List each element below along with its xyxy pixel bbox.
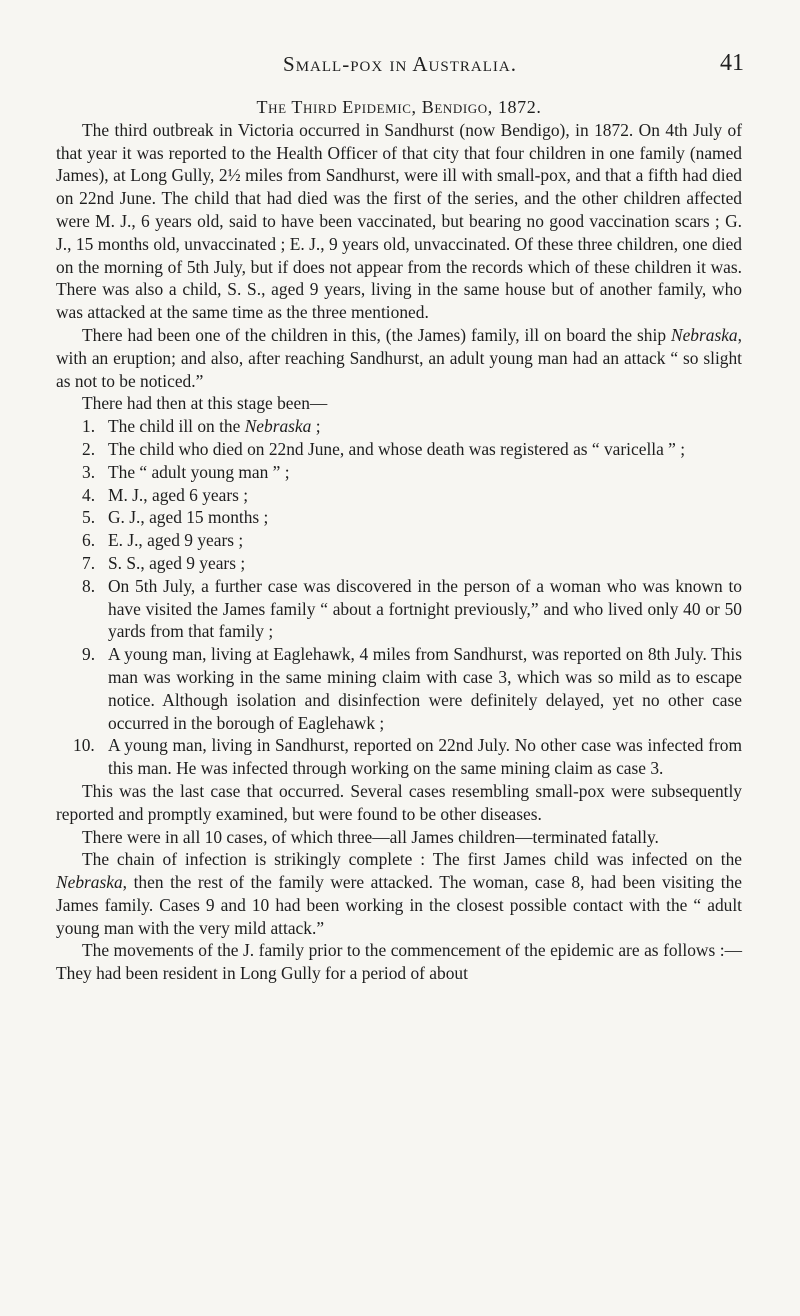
case-item	[56, 552, 742, 575]
paragraph-5: There were in all 10 cases, of which three—all James children—terminated fatally.	[82, 826, 659, 847]
page-number: 41	[720, 50, 744, 76]
ship-name: Nebraska	[56, 872, 123, 893]
case-text: On 5th July, a further case was discovered in the person of a woman who was known to have visited the James family “ about a fortnight previously,” and who lived only 40 or 50 yards from that family ;	[108, 575, 742, 642]
case-text: S. S., aged 9 years ;	[108, 552, 246, 573]
paragraph-2-text-a: There had been one of the children in this, (the James) family, ill on board the ship	[82, 324, 671, 345]
case-text-b: ;	[311, 416, 321, 437]
case-item	[56, 415, 742, 438]
case-text: A young man, living in Sandhurst, reported on 22nd July. No other case was infected from this man. He was infected through working on the same mining claim as case 3.	[108, 735, 742, 779]
case-number: 6.	[82, 530, 96, 551]
case-text: E. J., aged 9 years ;	[108, 530, 244, 551]
paragraph-2	[56, 324, 742, 392]
ship-name: Nebraska	[244, 416, 312, 437]
case-text: M. J., aged 6 years ;	[108, 484, 249, 505]
running-head	[56, 52, 744, 82]
case-list	[56, 415, 742, 780]
case-item	[56, 643, 742, 734]
case-text: A young man, living at Eaglehawk, 4 miles from Sandhurst, was reported on 8th July. This man was working in the same mining claim with case 3, which was so mild as to escape notice. Although isolation and disinfection were definitely delayed, yet no other case occurred in the borough of Eaglehawk ;	[108, 644, 742, 733]
case-number: 1.	[82, 416, 96, 437]
ship-name: Nebraska	[670, 324, 738, 345]
case-number: 3.	[82, 461, 96, 482]
paragraph-6-text-a: The chain of infection is strikingly complete : The first James child was infected on the	[82, 849, 742, 870]
case-item	[56, 575, 742, 643]
paragraph-2-text-b: , with an eruption; and also, after reaching Sandhurst, an adult young man had an attack “ so slight as not to be noticed.”	[56, 324, 742, 391]
running-head-title: Small-pox in Australia.	[283, 52, 517, 76]
case-number: 5.	[82, 507, 96, 528]
case-number: 10.	[73, 735, 95, 756]
case-number: 7.	[82, 552, 96, 573]
case-text: G. J., aged 15 months ;	[108, 507, 269, 528]
case-text-a: The child ill on the	[108, 416, 245, 437]
body-text	[56, 96, 742, 985]
case-item	[56, 484, 742, 507]
case-item	[56, 734, 742, 780]
case-number: 2.	[82, 438, 96, 459]
case-item	[56, 529, 742, 552]
paragraph-7: The movements of the J. family prior to the commencement of the epidemic are as follows :—They had been resident in Long Gully for a period of about	[56, 940, 742, 984]
section-title: The Third Epidemic, Bendigo, 1872.	[256, 97, 542, 117]
case-number: 4.	[82, 484, 96, 505]
paragraph-4: This was the last case that occurred. Several cases resembling small-pox were subsequently reported and promptly examined, but were found to be other diseases.	[56, 780, 742, 824]
paragraph-3: There had then at this stage been—	[82, 393, 328, 414]
case-text: The “ adult young man ” ;	[108, 461, 290, 482]
paragraph-6-text-b: , then the rest of the family were attacked. The woman, case 8, had been visiting the James family. Cases 9 and 10 had been working in the closest possible contact with the “ adult young man with the very mild attack.”	[56, 872, 742, 938]
case-number: 9.	[82, 644, 96, 665]
case-item	[56, 438, 742, 461]
paragraph-6	[56, 848, 742, 939]
case-item	[56, 461, 742, 484]
case-number: 8.	[82, 575, 96, 596]
case-text: The child who died on 22nd June, and whose death was registered as “ varicella ” ;	[108, 438, 686, 459]
case-item	[56, 506, 742, 529]
paragraph-1: The third outbreak in Victoria occurred in Sandhurst (now Bendigo), in 1872. On 4th July of that year it was reported to the Health Officer of that city that four children in one family (named James), at Long Gully, 2½ miles from Sandhurst, were ill with small-pox, and that a fifth had died on 22nd June. The child that had died was the first of the series, and the other children affected were M. J., 6 years old, said to have been vaccinated, but bearing no good vaccination scars ; G. J., 15 months old, unvaccinated ; E. J., 9 years old, unvaccinated. Of these three children, one died on the morning of 5th July, but if does not appear from the records which of these children it was. There was also a child, S. S., aged 9 years, living in the same house but of another family, who was attacked at the same time as the three mentioned.	[56, 119, 742, 323]
